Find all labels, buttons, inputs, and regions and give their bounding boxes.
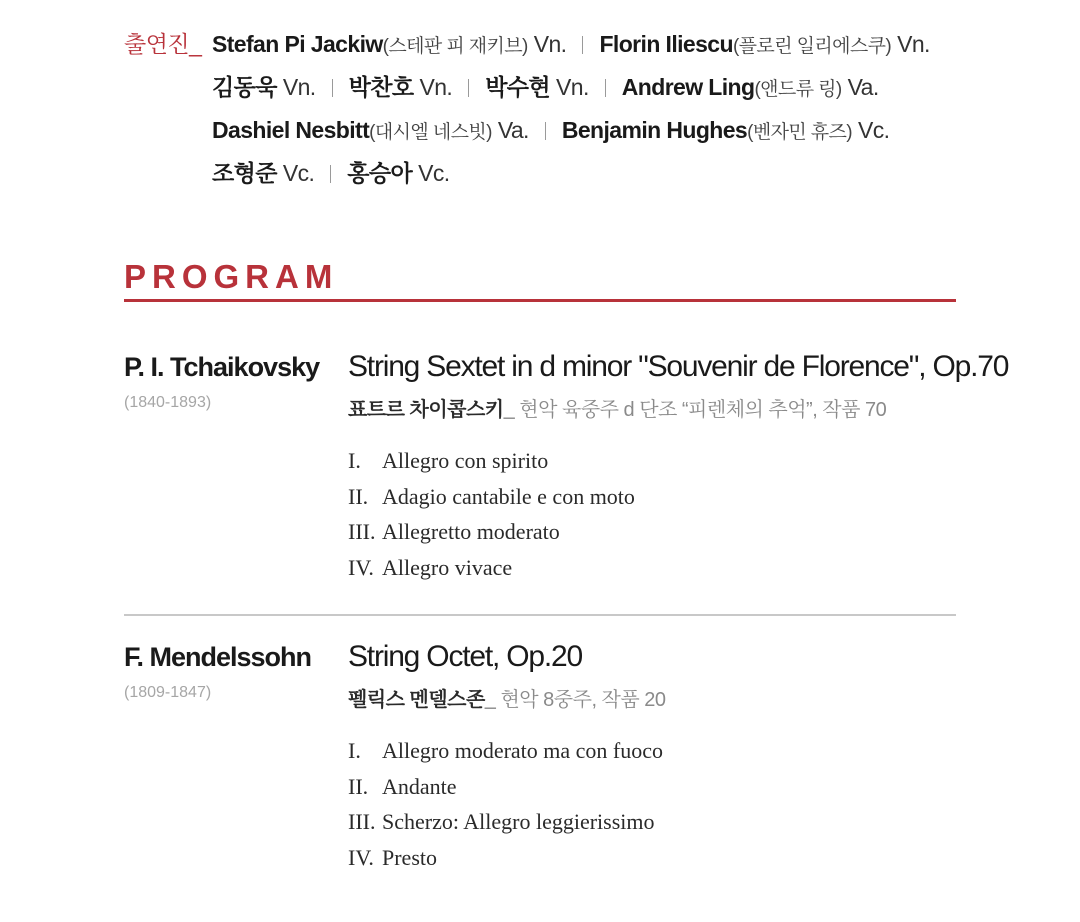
movement-name: Adagio cantabile e con moto <box>382 483 635 509</box>
composer-years: (1840-1893) <box>124 394 212 411</box>
movement-number: I. <box>348 448 361 473</box>
performer-instrument: Va. <box>497 117 529 143</box>
performer <box>347 160 449 186</box>
work-divider <box>124 614 956 616</box>
performer-name: Benjamin Hughes <box>561 117 748 143</box>
performer <box>562 117 890 143</box>
movement-item <box>348 482 635 518</box>
performer <box>485 74 589 100</box>
performer-name: 박찬호 <box>348 74 414 100</box>
performer-instrument: Vn. <box>419 74 453 100</box>
performer <box>212 160 314 186</box>
movement-name: Allegro moderato ma con fuoco <box>382 738 664 763</box>
movement-name: Allegretto moderato <box>382 519 560 544</box>
movement-item <box>348 807 663 843</box>
korean-composer-name: 펠릭스 멘델스존_ <box>348 689 496 711</box>
movement-name: Scherzo: Allegro leggierissimo <box>382 809 655 834</box>
performer <box>599 31 929 57</box>
performer-instrument: Vn. <box>556 74 589 100</box>
performer <box>349 74 453 100</box>
movement-item <box>348 843 663 879</box>
performer-name: 홍승아 <box>347 160 413 186</box>
performers-line <box>212 153 1012 196</box>
performer-name: 조형준 <box>212 160 277 186</box>
movement-name: Allegro con spirito <box>382 448 549 473</box>
performer-name: 김동욱 <box>212 74 277 100</box>
movement-name: Andante <box>382 773 457 799</box>
composer-name: F. Mendelssohn <box>124 642 312 672</box>
movement-name: Presto <box>382 844 437 870</box>
movement-item <box>348 517 635 553</box>
performer <box>622 74 879 100</box>
movement-list <box>348 446 635 588</box>
movement-number: III. <box>348 809 376 834</box>
separator <box>332 79 333 97</box>
performer-name: Andrew Ling <box>621 74 755 100</box>
performer <box>212 31 566 57</box>
performer-instrument: Vn. <box>282 74 316 100</box>
movement-item <box>348 553 635 589</box>
movement-number: IV. <box>348 554 374 580</box>
composer-years: (1809-1847) <box>124 684 212 701</box>
work-title: String Octet, Op.20 <box>348 640 582 673</box>
separator <box>468 79 469 97</box>
movement-item <box>348 772 663 808</box>
performers-list <box>212 24 1012 196</box>
performer-korean-name: (스테판 피 재키브) <box>382 36 528 57</box>
work-korean-title <box>348 683 666 712</box>
performer <box>212 74 316 100</box>
movement-number: II. <box>348 773 369 799</box>
performer-korean-name: (대시엘 네스빗) <box>369 122 492 143</box>
separator <box>545 122 546 140</box>
performers-line <box>212 110 1012 153</box>
composer-name: P. I. Tchaikovsky <box>124 352 320 382</box>
korean-composer-name: 표트르 차이콥스키_ <box>348 399 515 421</box>
movement-item <box>348 736 663 772</box>
movement-list <box>348 736 663 878</box>
performer-korean-name: (플로린 일리에스쿠) <box>732 36 892 57</box>
program-heading: PROGRAM <box>124 258 339 295</box>
performer <box>212 117 529 143</box>
movement-number: II. <box>348 483 369 509</box>
performer-instrument: Vn. <box>533 31 567 57</box>
performers-line <box>212 67 1012 110</box>
work-korean-title <box>348 393 886 422</box>
movement-name: Allegro vivace <box>382 554 513 580</box>
performers-label: 출연진_ <box>124 31 202 57</box>
separator <box>330 165 331 183</box>
performer-korean-name: (벤자민 휴즈) <box>747 122 853 143</box>
separator <box>582 36 583 54</box>
work-title: String Sextet in d minor "Souvenir de Florence", Op.70 <box>348 350 1009 383</box>
korean-title-text: 현악 육중주 d 단조 “피렌체의 추억”, 작품 70 <box>514 399 887 421</box>
performer-instrument: Vc. <box>858 117 890 143</box>
performer-instrument: Vc. <box>282 160 315 186</box>
movement-number: III. <box>348 519 376 544</box>
performer-korean-name: (앤드류 링) <box>754 79 842 100</box>
program-heading-rule <box>124 299 956 302</box>
performer-instrument: Va. <box>847 74 879 100</box>
performer-instrument: Vc. <box>418 160 450 186</box>
separator <box>605 79 606 97</box>
movement-number: I. <box>348 738 361 763</box>
korean-title-text: 현악 8중주, 작품 20 <box>495 689 666 711</box>
performers-line <box>212 24 1012 67</box>
performer-instrument: Vn. <box>897 31 930 57</box>
movement-number: IV. <box>348 844 374 870</box>
performer-name: Stefan Pi Jackiw <box>212 31 383 57</box>
movement-item <box>348 446 635 482</box>
performer-name: Dashiel Nesbitt <box>212 117 370 143</box>
performer-name: 박수현 <box>485 74 551 100</box>
performer-name: Florin Iliescu <box>599 31 733 57</box>
